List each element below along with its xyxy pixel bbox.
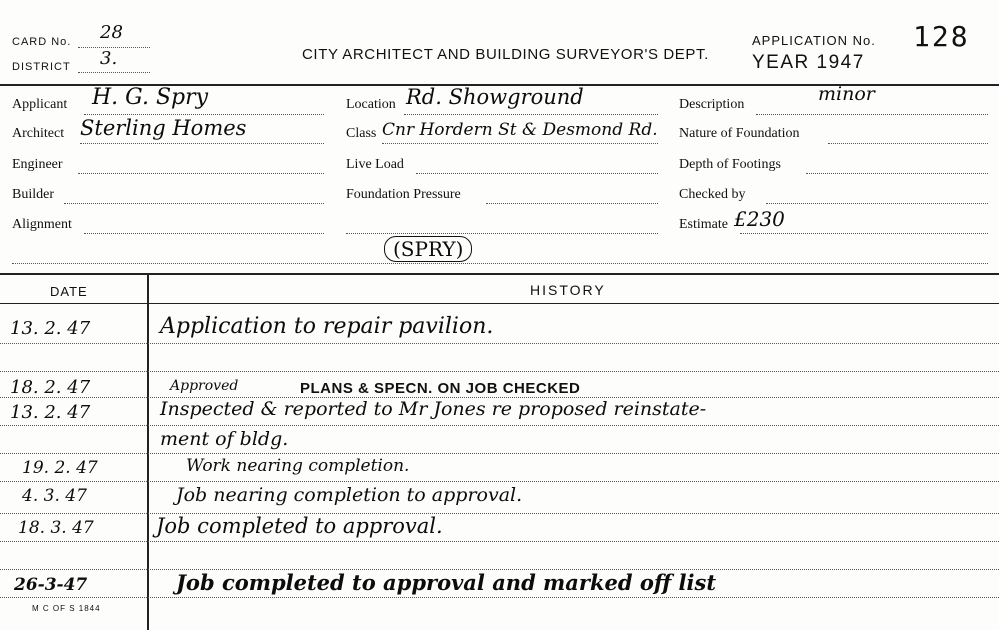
history-row-1-text: Application to repair pavilion.	[160, 314, 494, 339]
history-column-header: HISTORY	[530, 282, 606, 298]
builder-label: Builder	[12, 187, 54, 202]
description-label: Description	[679, 97, 745, 112]
estimate-value: £230	[734, 207, 785, 231]
center-note: (SPRY)	[384, 236, 472, 262]
applicant-value: H. G. Spry	[92, 85, 209, 110]
architect-value: Sterling Homes	[80, 116, 247, 140]
application-no-value: 128	[913, 20, 970, 53]
application-no-label: APPLICATION No.	[752, 33, 876, 48]
engineer-label: Engineer	[12, 157, 63, 172]
year-label: YEAR 1947	[752, 52, 865, 73]
description-value: minor	[818, 83, 875, 105]
history-row-10-date: 26-3-47	[14, 575, 88, 595]
history-row-3-stamp: PLANS & SPECN. ON JOB CHECKED	[300, 380, 581, 397]
district-value: 3.	[100, 48, 118, 69]
live-load-label: Live Load	[346, 157, 404, 172]
card-no-label: CARD No.	[12, 36, 72, 48]
class-label: Class	[346, 126, 377, 141]
history-row-4-text: Inspected & reported to Mr Jones re proposed reinstate-	[160, 398, 707, 420]
form-code: M C OF S 1844	[32, 604, 101, 613]
estimate-label: Estimate	[679, 217, 728, 232]
history-row-4-date: 13. 2. 47	[10, 402, 91, 423]
history-row-8-text: Job completed to approval.	[156, 514, 443, 538]
card-no-value: 28	[100, 22, 123, 43]
history-row-8-date: 18. 3. 47	[18, 518, 94, 538]
checked-by-label: Checked by	[679, 187, 746, 202]
alignment-label: Alignment	[12, 217, 72, 232]
class-value: Cnr Hordern St & Desmond Rd.	[382, 120, 658, 140]
department-title: CITY ARCHITECT AND BUILDING SURVEYOR'S DEPT.	[302, 46, 709, 63]
district-label: DISTRICT	[12, 61, 71, 73]
date-column-header: DATE	[50, 284, 88, 299]
depth-of-footings-label: Depth of Footings	[679, 157, 781, 172]
history-row-7-text: Job nearing completion to approval.	[176, 484, 523, 506]
applicant-label: Applicant	[12, 97, 68, 112]
architect-label: Architect	[12, 126, 65, 141]
history-row-3-date: 18. 2. 47	[10, 377, 91, 398]
history-row-5-text: ment of bldg.	[160, 428, 289, 450]
history-row-10-text: Job completed to approval and marked off list	[176, 570, 717, 595]
location-value: Rd. Showground	[406, 85, 584, 109]
history-row-1-date: 13. 2. 47	[10, 318, 91, 339]
history-row-3-handwritten: Approved	[170, 378, 239, 394]
history-row-6-text: Work nearing completion.	[186, 456, 410, 476]
history-row-7-date: 4. 3. 47	[22, 486, 87, 506]
foundation-pressure-label: Foundation Pressure	[346, 187, 461, 202]
location-label: Location	[346, 97, 396, 112]
history-row-6-date: 19. 2. 47	[22, 458, 98, 478]
nature-of-foundation-label: Nature of Foundation	[679, 126, 800, 141]
